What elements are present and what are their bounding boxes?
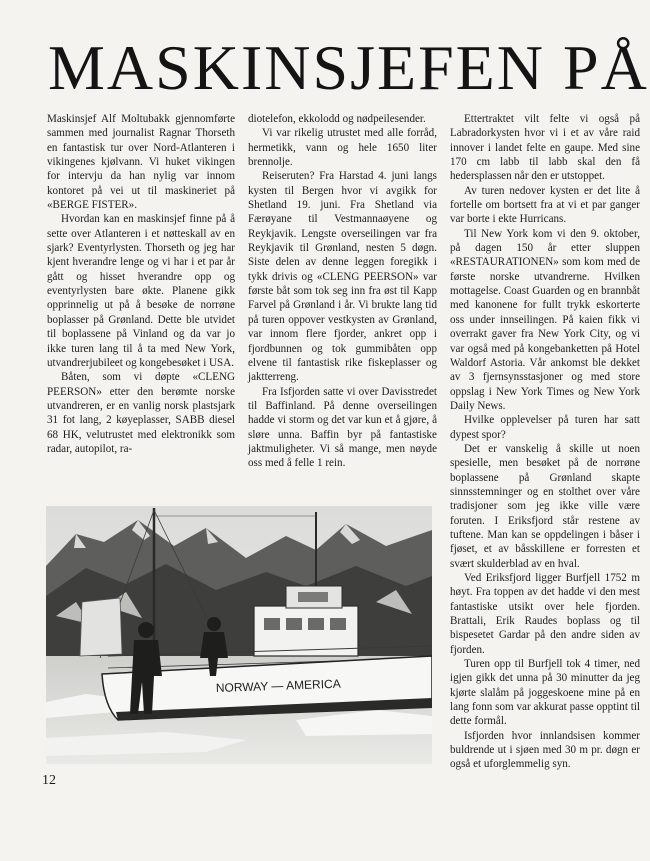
paragraph: Reiseruten? Fra Harstad 4. juni langs kysten til Bergen hvor vi avgikk for Shetland 19. juni. Fra Shetland via Færøyane til Vestmannaøyene og Reykjavik. Lengste overseilingen var fra Reykjavik til Grønland, nesten 5 døgn. Siste delen av denne leggen foregikk i tykk drivis og «CLENG PEERSON» var første båt som tok seg inn fra øst til Kapp Farvel på Grønland i år. Vi brukte lang tid på turen oppover vestkysten av Grønland, var innom flere fjorder, ankret opp i fjordbunnen og tok gummibåten opp elvene til fantastisk rike fiskeplasser og jaktterreng. [248,170,437,384]
text-column-1 [47,112,235,456]
paragraph: Isfjorden hvor innlandsisen kommer buldrende ut i sjøen med 30 m pr. døgn er også et uforglemmelig syn. [450,729,640,771]
paragraph: Maskinsjef Alf Moltubakk gjennomførte sammen med journalist Ragnar Thorseth en fantastisk tur over Nord-Atlanteren i vikingenes kjølvann. Vi huket vikingen for intervju da han nylig var innom kontoret på vei ut til maskineriet på «BERGE FISTER». [47,113,235,212]
paragraph: Til New York kom vi den 9. oktober, på dagen 150 år etter sluppen «RESTAURATIONEN» som kom med de første norske utvandrerne. Hvilken mottagelse. Coast Guarden og en brannbåt med kanonene for fullt trykk eskorterte oss under innseilingen. På kaien fikk vi overrakt gaver fra New York City, og vi var også med på kongebanketten på Hotel Waldorf Astoria. Vår ankomst ble dekket av 3 fjernsynsstasjoner og med store oppslag i New York Times og New York Daily News. [450,227,640,412]
paragraph: Det er vanskelig å skille ut noen spesielle, men besøket på de norrøne boplassene på Grønland skapte sinnsstemninger og en stolthet over våre tradisjoner som jeg ikke ville være foruten. I Eriksfjord står restene av tuftene. Man kan se oppdelingen i båser i fjøset, et av båsskillene er forresten et svært skulderblad av en hval. [450,442,640,570]
text-column-3 [450,112,640,772]
paragraph: Ettertraktet vilt felte vi også på Labradorkysten hvor vi i et av våre raid innover i landet felte en gaupe. Med sine 170 cm labb til labb skal den få hedersplassen når den er utstoppet. [450,113,640,183]
paragraph: diotelefon, ekkolodd og nødpeilesender. [248,113,426,125]
paragraph: Fra Isfjorden satte vi over Davisstredet til Baffinland. På denne overseilingen hadde vi storm og det var kun et å gjøre, å sløre unna. Baffin byr på fantastiske jaktmuligheter. Vi så mange, men nøyde oss med å felle 1 rein. [248,385,437,470]
paragraph: Ved Eriksfjord ligger Burfjell 1752 m høyt. Fra toppen av det hadde vi den mest fantastiske utsikt over hele fjorden. Brattali, Erik Raudes boplass og til bispesetet Gardar på den andre siden av fjorden. [450,572,640,656]
hull-name-text: NORWAY — AMERICA [215,676,341,695]
boat-photo-illustration [46,506,432,764]
text-column-2 [248,112,437,471]
boat-photo [46,506,432,764]
page-number: 12 [42,773,56,788]
paragraph: Båten, som vi døpte «CLENG PEERSON» etter den berømte norske utvandreren, er en vanlig norsk plastsjark 31 fot lang, 2 køyeplasser, SABB diesel 68 HK, velutrustet med elektronikk som radar, autopilot, ra- [47,371,235,455]
paragraph: Vi var rikelig utrustet med alle forråd, hermetikk, vann og hele 1650 liter brennolje. [248,127,437,169]
paragraph: Hvilke opplevelser på turen har satt dypest spor? [450,414,640,441]
paragraph: Turen opp til Burfjell tok 4 timer, ned igjen gikk det unna på 30 minutter da jeg kjørte slalåm på joggeskoene mine på en lang fonn som var akkurat passe opptint til dette formål. [450,658,640,728]
article-headline: MASKINSJEFEN PÅ [48,32,649,103]
paragraph: Hvordan kan en maskinsjef finne på å sette over Atlanteren i et nøtteskall av en sjark? Eventyrlysten. Thorseth og jeg har kjent hverandre lenge og vi har i et par år gått og hisset hverandre opp og eventyrlysten bare økte. Planene gikk opprinnelig ut på å besøke de norrøne boplasser på Grønland. Dette ble utvidet til boplassene på Vinland og da var jo ikke turen lang til å ta med New York, utvandrerjubileet og kongebesøket i USA. [47,213,235,369]
paragraph: Av turen nedover kysten er det lite å fortelle om bortsett fra at vi et par ganger var borte i ekte Hurricans. [450,184,640,226]
